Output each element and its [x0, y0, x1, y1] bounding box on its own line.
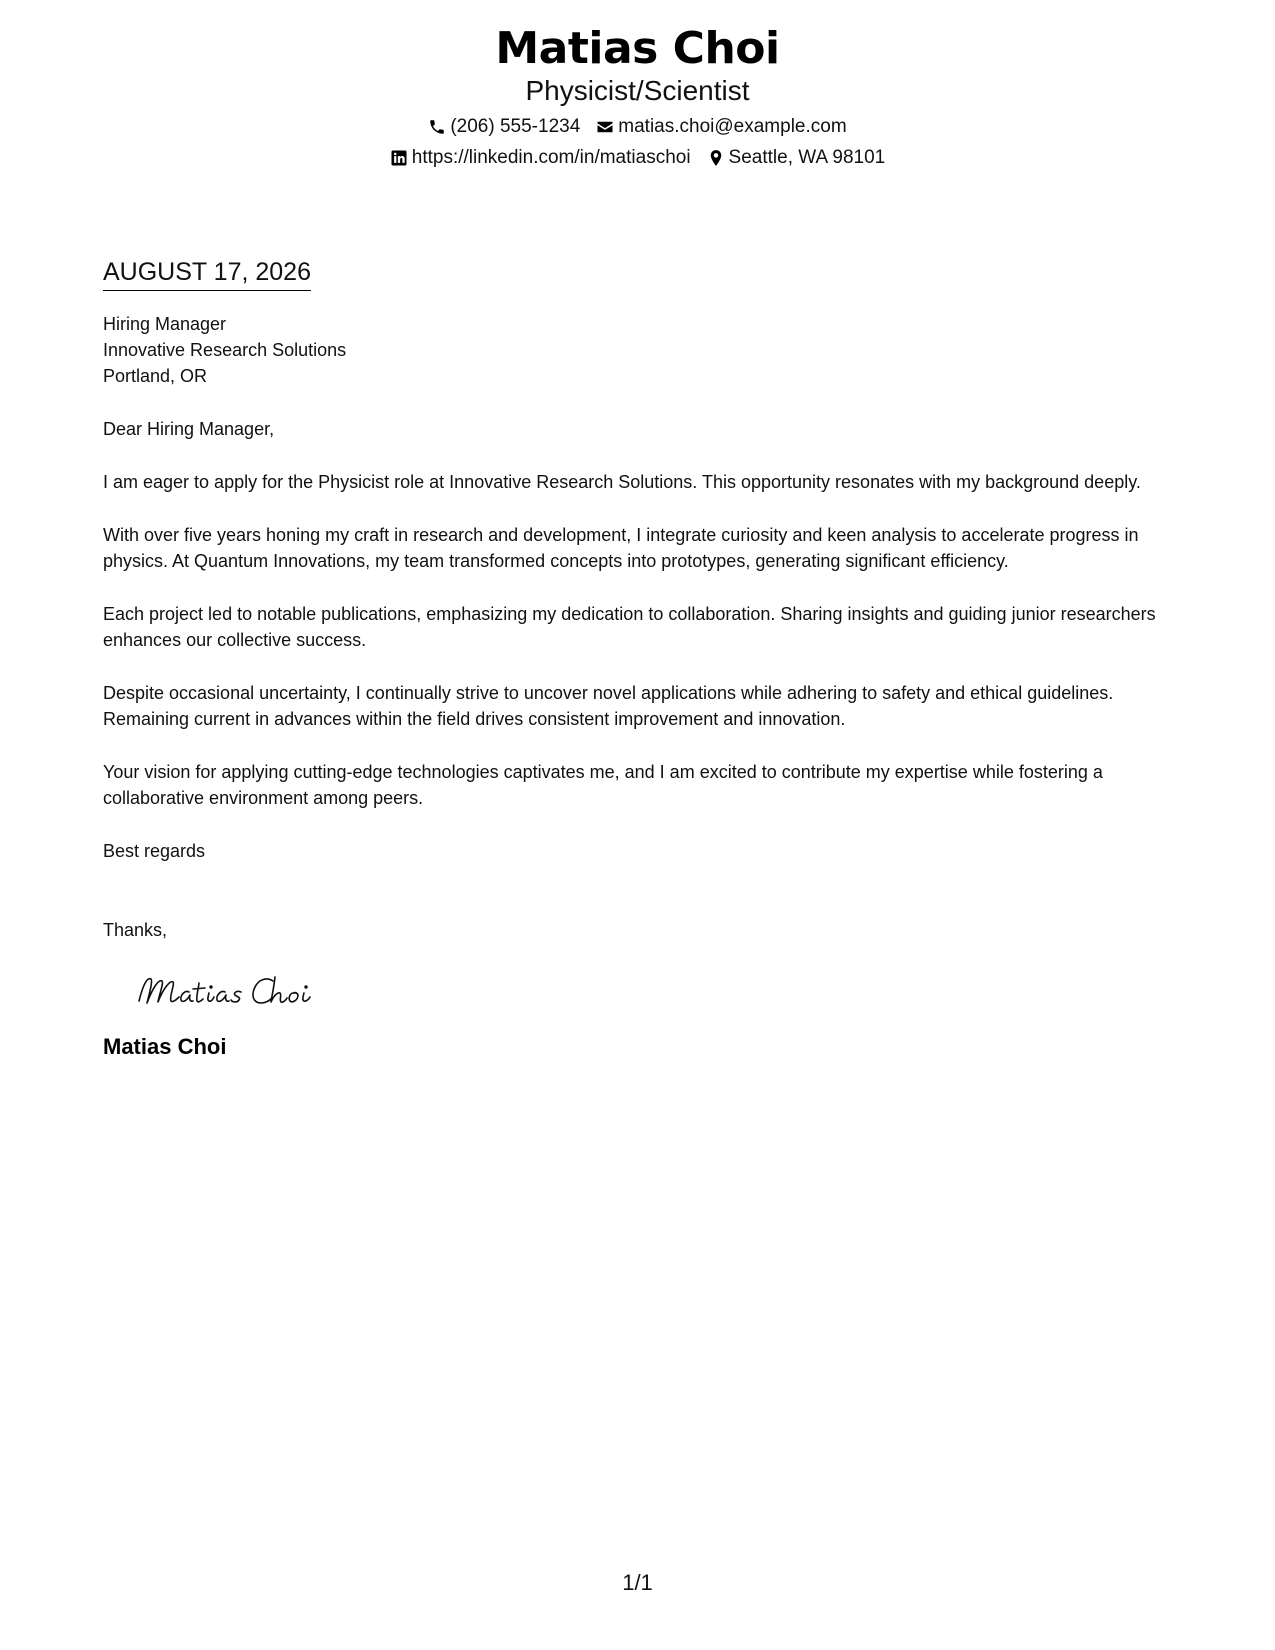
page-number: 1/1	[622, 1570, 653, 1595]
phone-text: (206) 555-1234	[450, 116, 581, 137]
contact-location	[707, 146, 886, 170]
signer-name: Matias Choi	[103, 1034, 227, 1059]
location-text: Seattle, WA 98101	[728, 147, 886, 168]
contact-phone	[428, 115, 580, 139]
handwritten-signature	[133, 965, 343, 1015]
recipient-line: Innovative Research Solutions	[103, 340, 347, 360]
recipient-line: Portland, OR	[103, 366, 208, 386]
phone-icon	[428, 118, 446, 136]
linkedin-icon	[390, 149, 408, 167]
contact-email	[596, 115, 846, 139]
thanks: Thanks,	[103, 920, 168, 940]
letter-date: AUGUST 17, 2026	[103, 257, 311, 291]
contact-linkedin	[390, 146, 691, 170]
linkedin-text: https://linkedin.com/in/matiaschoi	[411, 147, 691, 168]
closing: Best regards	[103, 841, 206, 861]
applicant-title: Physicist/Scientist	[525, 75, 750, 106]
envelope-icon	[596, 118, 614, 136]
email-text: matias.choi@example.com	[618, 116, 847, 137]
salutation: Dear Hiring Manager,	[103, 419, 275, 439]
body-paragraph: Each project led to notable publications, emphasizing my dedication to collaboration. Sharing insights and guiding junior researchers enhances our collective success.	[103, 604, 1156, 650]
body-paragraph: With over five years honing my craft in research and development, I integrate curiosity and keen analysis to accelerate progress in physics. At Quantum Innovations, my team transformed concepts into prototypes, generating significant efficiency.	[103, 525, 1139, 571]
body-paragraph: Your vision for applying cutting-edge technologies captivates me, and I am excited to contribute my expertise while fostering a collaborative environment among peers.	[103, 762, 1103, 808]
recipient-block	[103, 311, 1178, 389]
letter-body	[103, 257, 1178, 1061]
applicant-name: Matias Choi	[495, 23, 780, 74]
body-paragraph: I am eager to apply for the Physicist role at Innovative Research Solutions. This opportunity resonates with my background deeply.	[103, 472, 1141, 492]
map-pin-icon	[707, 149, 725, 167]
letter-header	[0, 22, 1275, 170]
body-paragraph: Despite occasional uncertainty, I continually strive to uncover novel applications while adhering to safety and ethical guidelines. Remaining current in advances within the field drives consistent improvement and innovation.	[103, 683, 1114, 729]
recipient-line: Hiring Manager	[103, 314, 227, 334]
contact-row-1	[0, 115, 1275, 139]
contact-row-2	[0, 146, 1275, 170]
